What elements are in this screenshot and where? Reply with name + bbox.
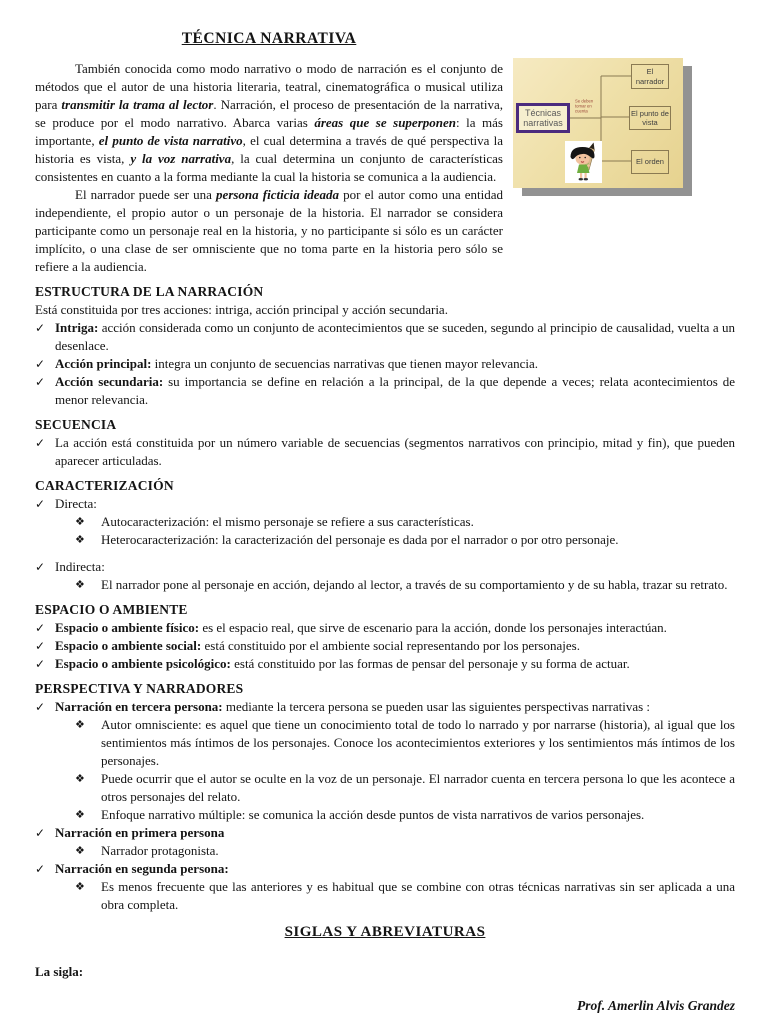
- diamond-item: [35, 531, 735, 549]
- check-icon: ✓: [35, 826, 46, 840]
- diagram-box-narrador: El narrador: [631, 64, 669, 89]
- la-sigla-label: La sigla:: [35, 964, 84, 979]
- check-icon: ✓: [35, 321, 46, 335]
- section-intro-estructura: Está constituida por tres acciones: intriga, acción principal y acción secundaria.: [35, 302, 448, 317]
- item-text: [55, 319, 735, 355]
- item-text: [55, 373, 735, 409]
- check-item: [35, 619, 735, 637]
- diamond-icon: ❖: [75, 809, 85, 821]
- paragraph-text: , la cual determina un conjunto de características consistentes en cuanto a la forma mediante la cual la historia se comunica a la audiencia.: [35, 151, 503, 184]
- item-lead: Espacio o ambiente físico:: [55, 620, 200, 635]
- item-lead: Narración en primera persona: [55, 825, 225, 840]
- paragraph-text: : la más importante,: [35, 115, 503, 148]
- diamond-icon: ❖: [75, 534, 85, 546]
- check-icon: ✓: [35, 621, 46, 635]
- item-body: está constituido por las formas de pensar del personaje y su forma de actuar.: [230, 656, 630, 671]
- diamond-item: [35, 878, 735, 914]
- page-title: TÉCNICA NARRATIVA: [181, 30, 357, 47]
- check-icon: ✓: [35, 357, 46, 371]
- item-body: su importancia se define en relación a la principal, de la que depende a veces; relata acontecimientos de menor relevancia.: [55, 374, 736, 407]
- diamond-icon: ❖: [75, 845, 85, 857]
- diamond-item: [35, 806, 735, 824]
- item-text: [55, 824, 735, 842]
- diamond-icon: ❖: [75, 881, 85, 893]
- item-text: Directa:: [55, 496, 97, 511]
- check-item: [35, 355, 735, 373]
- emphasis-text: y la voz narrativa: [130, 151, 232, 166]
- diagram-main-label: Técnicas narrativas: [523, 107, 563, 128]
- item-text: Enfoque narrativo múltiple: se comunica la acción desde puntos de vista narrativos de varios personajes.: [101, 807, 645, 822]
- item-text: [55, 655, 735, 673]
- siglas-heading: SIGLAS Y ABREVIATURAS: [284, 924, 486, 940]
- item-body: acción considerada como un conjunto de acontecimientos que se suceden, segundo al principio de causalidad, vuelta a un desenlace.: [55, 320, 735, 353]
- diamond-icon: ❖: [75, 579, 85, 591]
- item-text: Narrador protagonista.: [101, 843, 219, 858]
- check-icon: ✓: [35, 657, 46, 671]
- check-item: [35, 860, 735, 878]
- item-text: Autor omnisciente: es aquel que tiene un conocimiento total de todo lo narrado y por narrarse (historia), al igual que los sentimientos más íntimos de los personajes. Conoce los acontecimientos exteriores y los sentimientos más íntimos de los personajes.: [101, 717, 735, 768]
- check-item: [35, 558, 735, 576]
- check-item: [35, 495, 735, 513]
- item-text: [55, 698, 735, 716]
- item-lead: Espacio o ambiente psicológico:: [55, 656, 231, 671]
- item-text: Indirecta:: [55, 559, 105, 574]
- emphasis-text: áreas que se superponen: [314, 115, 456, 130]
- section-heading-estructura: ESTRUCTURA DE LA NARRACIÓN: [35, 284, 264, 299]
- emphasis-text: transmitir la trama al lector: [61, 97, 214, 112]
- check-item: [35, 373, 735, 409]
- item-text: Es menos frecuente que las anteriores y es habitual que se combine con otras técnicas narrativas sin ser aplicada a una obra completa.: [101, 879, 735, 912]
- paragraph-text: . Narración, el proceso de presentación de la narrativa, se produce por el modo narrativo. Abarca varias: [35, 97, 504, 130]
- section-heading-perspectiva: PERSPECTIVA Y NARRADORES: [35, 681, 244, 696]
- diamond-item: [35, 842, 735, 860]
- item-text: [55, 860, 735, 878]
- item-text: El narrador pone al personaje en acción, dejando al lector, a través de su comportamiento y de su habla, trazar su retrato.: [101, 577, 728, 592]
- item-text: [55, 637, 735, 655]
- cartoon-character-image: [565, 141, 602, 183]
- item-lead: Narración en tercera persona:: [55, 699, 223, 714]
- narrative-techniques-figure: [513, 58, 735, 224]
- emphasis-text: el punto de vista narrativo: [98, 133, 243, 148]
- item-text: Heterocaracterización: la caracterización del personaje es dada por el narrador o por otro personaje.: [101, 532, 619, 547]
- check-item: [35, 434, 735, 470]
- check-item: [35, 319, 735, 355]
- check-icon: ✓: [35, 560, 46, 574]
- check-icon: ✓: [35, 700, 46, 714]
- section-heading-secuencia: SECUENCIA: [35, 417, 117, 432]
- paragraph-text: También conocida como modo narrativo o modo de narración es el conjunto de métodos que el autor de una historia literaria, teatral, cinematográfica o musical utiliza para: [35, 61, 503, 112]
- diagram-box-punto-de-vista: El punto de vista: [629, 106, 671, 130]
- item-lead: Narración en segunda persona:: [55, 861, 229, 876]
- item-text: [55, 355, 735, 373]
- item-body: integra un conjunto de secuencias narrativas que tienen mayor relevancia.: [151, 356, 539, 371]
- diagram-panel: [513, 58, 683, 188]
- item-text: La acción está constituida por un número variable de secuencias (segmentos narrativos con principio, mitad y fin), que pueden aparecer articuladas.: [55, 435, 735, 468]
- item-lead: Espacio o ambiente social:: [55, 638, 202, 653]
- item-text: Puede ocurrir que el autor se oculte en la voz de un personaje. El narrador cuenta en tercera persona lo que les acontece a otros personajes del relato.: [101, 771, 735, 804]
- diamond-item: [35, 576, 735, 594]
- section-heading-espacio: ESPACIO O AMBIENTE: [35, 602, 188, 617]
- author-credit: Prof. Amerlin Alvis Grandez: [576, 998, 735, 1013]
- item-lead: Acción secundaria:: [55, 374, 164, 389]
- check-item: [35, 637, 735, 655]
- check-item: [35, 698, 735, 716]
- item-body: mediante la tercera persona se pueden usar las siguientes perspectivas narrativas :: [222, 699, 651, 714]
- item-text: [55, 619, 735, 637]
- check-icon: ✓: [35, 497, 46, 511]
- emphasis-text: persona ficticia ideada: [216, 187, 340, 202]
- check-icon: ✓: [35, 639, 46, 653]
- diagram-box-orden: El orden: [631, 150, 669, 174]
- item-text: Autocaracterización: el mismo personaje se refiere a sus características.: [101, 514, 474, 529]
- check-item: [35, 824, 735, 842]
- check-icon: ✓: [35, 436, 46, 450]
- paragraph-text: , el cual determina a través de qué perspectiva la historia es vista,: [35, 133, 504, 166]
- paragraph-text: El narrador puede ser una: [75, 187, 217, 202]
- item-lead: Intriga:: [55, 320, 99, 335]
- item-body: está constituido por el ambiente social representando por los personajes.: [201, 638, 580, 653]
- check-icon: ✓: [35, 862, 46, 876]
- section-heading-caracterizacion: CARACTERIZACIÓN: [35, 478, 174, 493]
- paragraph-text: por el autor como una entidad independiente, el propio autor o un personaje de la historia. El narrador se considera participante como un personaje real en la historia, y no participante si sólo es un carácter implícito, o una clase de ser omnisciente que no toma parte en la historia pero sólo se refiere a la audiencia.: [35, 187, 503, 274]
- check-item: [35, 655, 735, 673]
- diamond-icon: ❖: [75, 516, 85, 528]
- diamond-item: [35, 770, 735, 806]
- diamond-item: [35, 513, 735, 531]
- diamond-item: [35, 716, 735, 770]
- diagram-main-box: [516, 103, 570, 133]
- diagram-note-text: Se deben tomar en cuenta: [575, 99, 594, 115]
- check-icon: ✓: [35, 375, 46, 389]
- cartoon-character-icon: [565, 141, 602, 183]
- item-body: es el espacio real, que sirve de escenario para la acción, donde los personajes interactúan.: [199, 620, 667, 635]
- diamond-icon: ❖: [75, 719, 85, 731]
- item-lead: Acción principal:: [55, 356, 152, 371]
- diamond-icon: ❖: [75, 773, 85, 785]
